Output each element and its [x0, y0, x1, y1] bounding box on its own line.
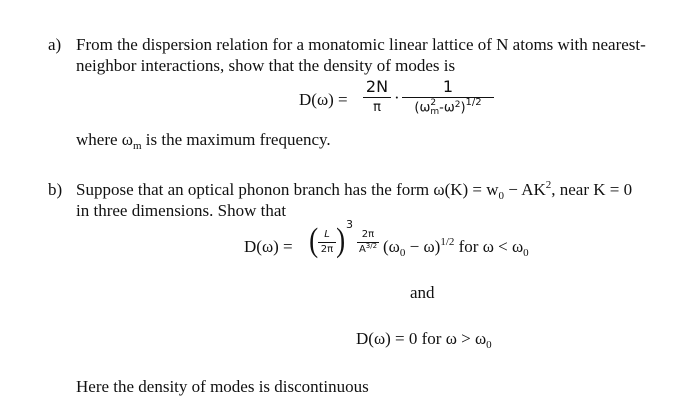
den-sub: m — [430, 107, 440, 117]
formula-a-lhs: D(ω) = — [299, 90, 348, 109]
part-a-label: a) — [48, 35, 62, 54]
part-a-where-line — [76, 130, 331, 152]
where-prefix: where ω — [76, 130, 133, 149]
part-b-label: b) — [48, 180, 63, 199]
frac-denominator — [357, 244, 379, 256]
part-b-line-1-text: Suppose that an optical phonon branch has the form ω(K) = w — [76, 180, 499, 199]
formula-b-rest — [383, 237, 529, 257]
l-frac-numerator: L — [324, 229, 330, 240]
den-close: ) — [460, 100, 466, 116]
frac-den-base: A — [358, 244, 366, 255]
part-b-line-1-rest: − AK — [504, 180, 546, 199]
formula-a-frac2-denominator — [402, 96, 494, 119]
formula-b-cube: 3 — [346, 218, 353, 231]
rest-exp: 1/2 — [440, 236, 455, 248]
formula-b-l-fraction — [318, 229, 336, 256]
fraction-bar — [318, 242, 336, 243]
l-frac-denominator: 2π — [320, 244, 334, 255]
part-a-line-2: neighbor interactions, show that the density of modes is — [76, 56, 456, 75]
part-a-line-1: From the dispersion relation for a monatomic linear lattice of N atoms with nearest- — [76, 35, 646, 54]
formula-b-right-paren: ) — [336, 222, 346, 259]
formula-b-lhs: D(ω) = — [244, 237, 293, 256]
den-exponent: 1/2 — [465, 96, 482, 108]
formula-a-frac2-numerator: 1 — [442, 77, 454, 96]
formula-a-fraction-2 — [402, 78, 494, 119]
formula-a-frac1-denominator: π — [373, 100, 381, 115]
den-sup: 2 — [430, 98, 437, 108]
where-suffix: is the maximum frequency. — [145, 130, 331, 149]
part-b-line-1-sup: 2 — [545, 179, 552, 191]
closing-line: Here the density of modes is discontinuous — [76, 377, 369, 396]
and-text: and — [410, 283, 435, 302]
den-base: (ω — [414, 100, 431, 116]
condition: for ω < ω — [454, 237, 524, 256]
formula-b-left-paren: ( — [309, 222, 319, 259]
rest-open: (ω — [383, 237, 400, 256]
formula-a-fraction-1 — [363, 78, 391, 117]
part-b-line-1-sub: 0 — [498, 190, 505, 202]
formula-a-dot: · — [394, 88, 400, 107]
formula-a-frac1-numerator: 2N — [365, 77, 389, 96]
frac-den-exp: 3/2 — [365, 242, 378, 250]
where-sub: m — [132, 140, 142, 152]
part-b-line-2: in three dimensions. Show that — [76, 201, 287, 220]
frac-numerator: 2π — [361, 229, 375, 240]
fraction-bar — [363, 97, 391, 98]
den-sup2: 2 — [454, 99, 461, 110]
condition-sub: 0 — [523, 247, 529, 259]
formula-b2-sub: 0 — [486, 339, 492, 351]
formula-b-fraction — [357, 229, 379, 256]
den-rest: -ω — [439, 100, 455, 116]
formula-b2-text: D(ω) = 0 for ω > ω — [356, 329, 487, 348]
rest-sub: 0 — [399, 247, 406, 259]
formula-b2 — [356, 329, 492, 349]
rest-mid: − ω) — [405, 237, 441, 256]
part-b-line-1-end: , near K = 0 — [551, 180, 633, 199]
part-b-line-1 — [76, 180, 632, 202]
